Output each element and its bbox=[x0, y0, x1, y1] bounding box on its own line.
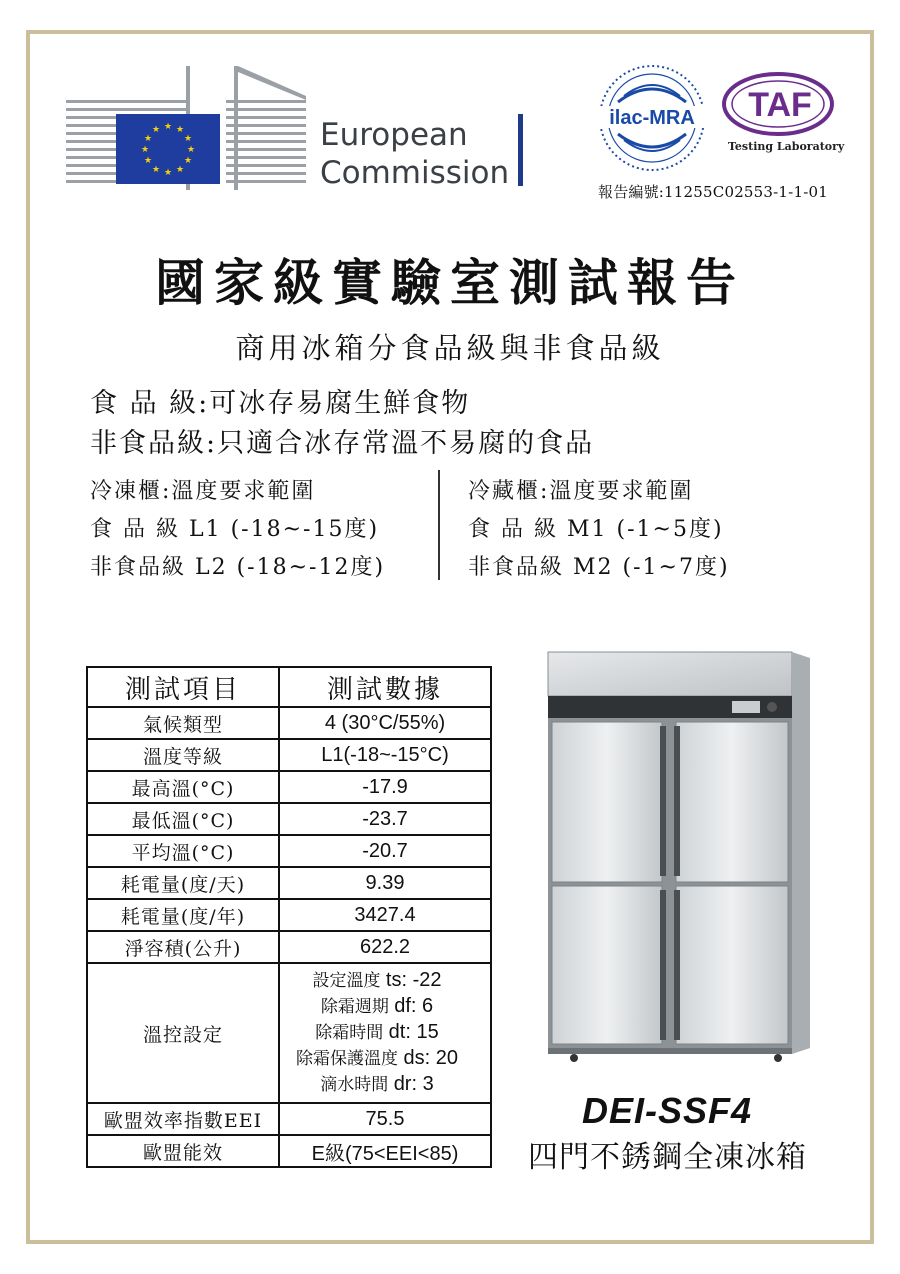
temperature-divider bbox=[438, 470, 440, 580]
table-row bbox=[87, 867, 491, 899]
test-data-table bbox=[86, 666, 492, 1168]
row-label: 淨容積(公升) bbox=[87, 931, 279, 963]
row-value: L1(-18~-15°C) bbox=[279, 739, 491, 771]
freezer-product-image bbox=[546, 646, 818, 1068]
table-row bbox=[87, 835, 491, 867]
control-item-value: ts: -22 bbox=[385, 969, 442, 991]
refrigerator-heading: 冷藏櫃:溫度要求範圍 bbox=[468, 479, 694, 504]
taf-label: TAF bbox=[748, 86, 812, 124]
svg-text:★: ★ bbox=[143, 156, 153, 166]
row-value: 622.2 bbox=[279, 931, 491, 963]
ec-divider-bar bbox=[518, 114, 523, 186]
product-model: DEI-SSF4 bbox=[582, 1090, 753, 1131]
row-value: E級(75<EEI<85) bbox=[279, 1135, 491, 1167]
control-item-value: df: 6 bbox=[394, 995, 434, 1017]
svg-text:★: ★ bbox=[163, 122, 173, 132]
svg-text:★: ★ bbox=[151, 165, 161, 175]
page-subtitle: 商用冰箱分食品級與非食品級 bbox=[235, 331, 665, 365]
control-item bbox=[280, 1020, 474, 1046]
control-item-value: dr: 3 bbox=[393, 1073, 434, 1095]
table-row bbox=[87, 803, 491, 835]
row-label: 最高溫(°C) bbox=[87, 771, 279, 803]
row-label: 氣候類型 bbox=[87, 707, 279, 739]
european-commission-text bbox=[320, 116, 509, 192]
control-settings-values bbox=[279, 963, 491, 1103]
table-row bbox=[87, 771, 491, 803]
row-value: 9.39 bbox=[279, 867, 491, 899]
control-item bbox=[280, 1046, 474, 1072]
nonfood-grade-line: 非食品級:只適合冰存常溫不易腐的食品 bbox=[90, 428, 595, 459]
freezer-food-grade: 食 品 級 L1 (-18~-15度) bbox=[90, 517, 380, 542]
svg-text:★: ★ bbox=[175, 165, 185, 175]
freezer-heading: 冷凍櫃:溫度要求範圍 bbox=[90, 479, 316, 504]
table-row bbox=[87, 1103, 491, 1135]
refrigerator-nonfood-grade: 非食品級 M2 (-1~7度) bbox=[468, 555, 730, 580]
svg-text:★: ★ bbox=[163, 168, 173, 178]
control-item bbox=[280, 1072, 474, 1098]
control-item-label: 設定溫度 bbox=[312, 971, 381, 991]
table-row bbox=[87, 1135, 491, 1167]
row-value: 4 (30°C/55%) bbox=[279, 707, 491, 739]
row-value: -23.7 bbox=[279, 803, 491, 835]
org-line-2: Commission bbox=[320, 155, 510, 191]
svg-text:★: ★ bbox=[143, 134, 153, 144]
control-item-label: 除霜週期 bbox=[320, 997, 389, 1017]
control-item bbox=[280, 994, 474, 1020]
ilac-label: ilac-MRA bbox=[609, 107, 695, 129]
row-value: 75.5 bbox=[279, 1103, 491, 1135]
row-label: 耗電量(度/年) bbox=[87, 899, 279, 931]
table-row bbox=[87, 707, 491, 739]
control-item-value: ds: 20 bbox=[403, 1047, 458, 1069]
table-header-row bbox=[87, 667, 491, 707]
report-number: 報告編號:11255C02553-1-1-01 bbox=[598, 183, 828, 201]
svg-text:★: ★ bbox=[183, 134, 193, 144]
freezer-nonfood-grade: 非食品級 L2 (-18~-12度) bbox=[90, 555, 386, 580]
row-label: 溫度等級 bbox=[87, 739, 279, 771]
control-item-label: 除霜時間 bbox=[315, 1023, 384, 1043]
row-value: 3427.4 bbox=[279, 899, 491, 931]
row-label: 最低溫(°C) bbox=[87, 803, 279, 835]
control-settings-label: 溫控設定 bbox=[87, 963, 279, 1103]
row-value: -20.7 bbox=[279, 835, 491, 867]
svg-text:★: ★ bbox=[186, 145, 196, 155]
table-header-data: 測試數據 bbox=[279, 667, 491, 707]
table-header-item: 測試項目 bbox=[87, 667, 279, 707]
svg-text:★: ★ bbox=[175, 125, 185, 135]
control-settings-row bbox=[87, 963, 491, 1103]
control-item-value: dt: 15 bbox=[388, 1021, 439, 1043]
food-grade-line: 食 品 級:可冰存易腐生鮮食物 bbox=[90, 388, 471, 419]
table-row bbox=[87, 899, 491, 931]
table-row bbox=[87, 739, 491, 771]
control-item-label: 除霜保護溫度 bbox=[296, 1049, 399, 1069]
control-item bbox=[280, 968, 474, 994]
row-value: -17.9 bbox=[279, 771, 491, 803]
page-title: 國家級實驗室測試報告 bbox=[155, 253, 745, 312]
svg-text:★: ★ bbox=[183, 156, 193, 166]
svg-text:★: ★ bbox=[151, 125, 161, 135]
svg-text:★: ★ bbox=[140, 145, 150, 155]
row-label: 平均溫(°C) bbox=[87, 835, 279, 867]
refrigerator-food-grade: 食 品 級 M1 (-1~5度) bbox=[468, 517, 724, 542]
taf-caption: Testing Laboratory bbox=[728, 140, 845, 153]
taf-logo bbox=[720, 70, 840, 144]
table-row bbox=[87, 931, 491, 963]
org-line-1: European bbox=[320, 117, 468, 153]
control-item-label: 滴水時間 bbox=[320, 1075, 389, 1095]
product-description: 四門不銹鋼全凍冰箱 bbox=[528, 1140, 807, 1175]
row-label: 歐盟效率指數EEI bbox=[87, 1103, 279, 1135]
row-label: 歐盟能效 bbox=[87, 1135, 279, 1167]
row-label: 耗電量(度/天) bbox=[87, 867, 279, 899]
ilac-mra-logo bbox=[596, 62, 708, 178]
